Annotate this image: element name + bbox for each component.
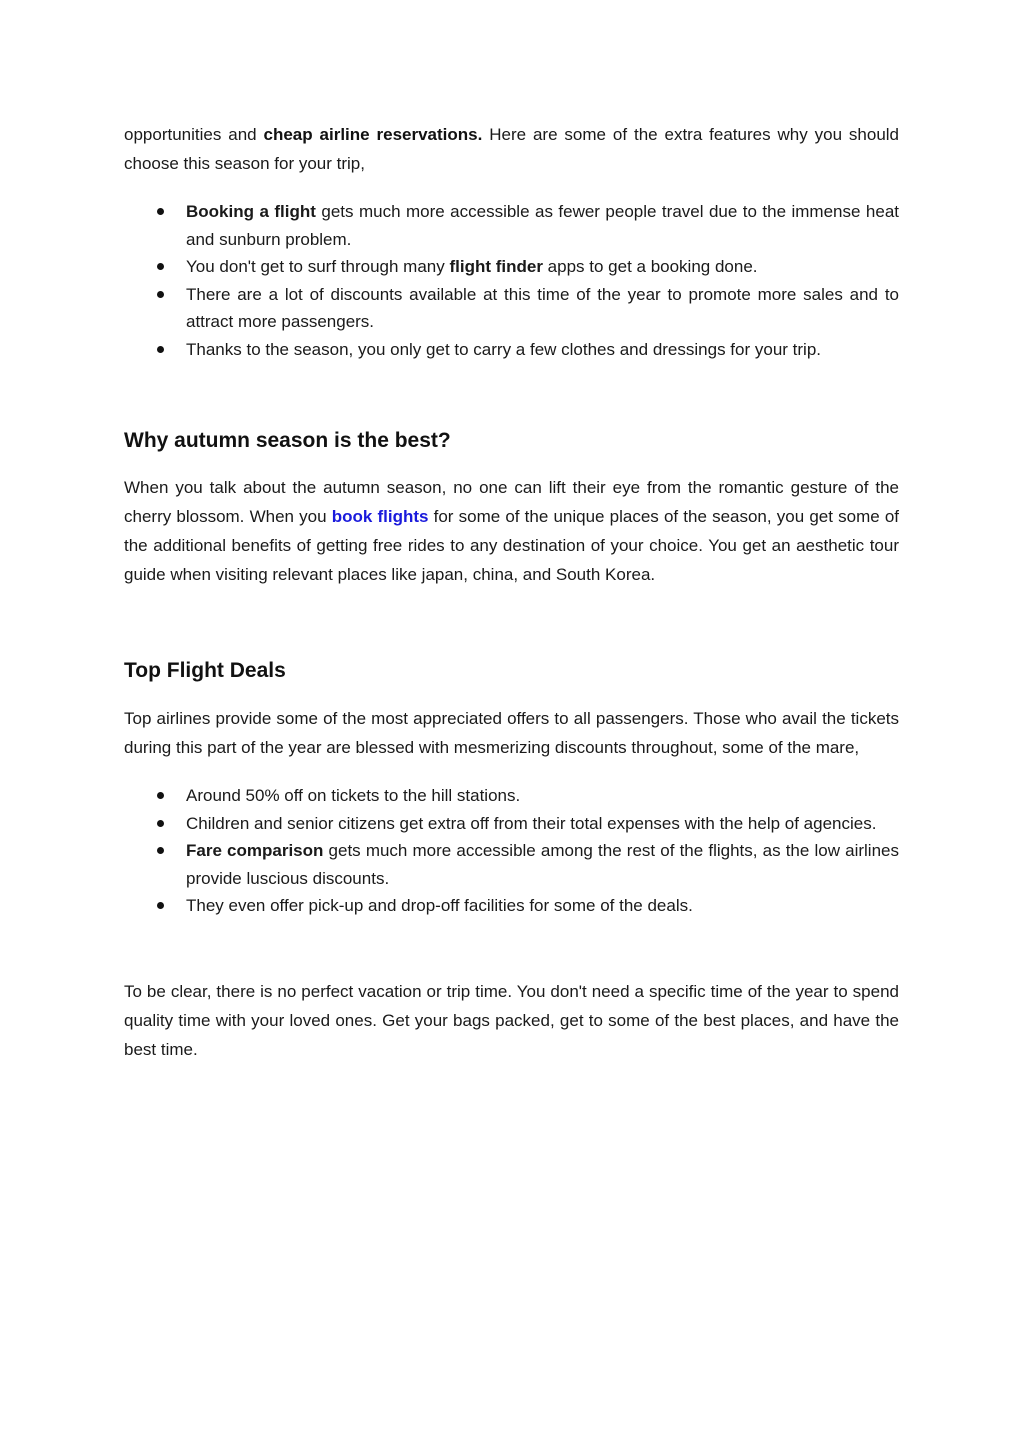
conclusion-paragraph: To be clear, there is no perfect vacation or trip time. You don't need a specific time of the year to spend quality time with your loved ones. Get your bags packed, get to some of the best places, and have the best time. — [124, 981, 899, 1059]
list-item: Thanks to the season, you only get to carry a few clothes and dressings for your trip. — [124, 336, 899, 364]
bullet-icon — [157, 792, 164, 799]
autumn-paragraph: When you talk about the autumn season, no one can lift their eye from the romantic gesture of the cherry blossom. When you book flights for some of the unique places of the season, you get some of the additional benefits of getting free rides to any destination of your choice. You get an aesthetic tour guide when visiting relevant places like japan, china, and South Korea. — [124, 478, 900, 584]
deals-intro-paragraph: Top airlines provide some of the most appreciated offers to all passengers. Those who avail the tickets during this part of the year are blessed with mesmerizing discounts throughout, some of the mare, — [124, 709, 899, 757]
cheap-airline-reservations-term: cheap airline reservations. — [263, 125, 483, 144]
bullet-icon — [157, 208, 164, 215]
bullet-icon — [157, 902, 164, 909]
top-flight-deals-heading: Top Flight Deals — [124, 659, 286, 682]
document-page — [124, 120, 899, 1064]
deals-list — [124, 782, 899, 920]
bullet-icon — [157, 820, 164, 827]
list-item: You don't get to surf through many flight finder apps to get a booking done. — [124, 253, 899, 281]
list-item: Around 50% off on tickets to the hill stations. — [124, 782, 899, 810]
bullet-icon — [157, 847, 164, 854]
list-item: Fare comparison gets much more accessible among the rest of the flights, as the low airlines provide luscious discounts. — [124, 837, 899, 892]
list-item: Booking a flight gets much more accessible as fewer people travel due to the immense heat and sunburn problem. — [124, 198, 899, 253]
autumn-heading: Why autumn season is the best? — [124, 429, 451, 452]
bullet-icon — [157, 263, 164, 270]
intro-paragraph: opportunities and cheap airline reservations. Here are some of the extra features why you should choose this season for your trip, — [124, 125, 900, 173]
bullet-icon — [157, 346, 164, 353]
list-item: There are a lot of discounts available at this time of the year to promote more sales and to attract more passengers. — [124, 281, 899, 336]
book-flights-link[interactable]: book flights — [331, 507, 429, 526]
bullet-icon — [157, 291, 164, 298]
list-item: Children and senior citizens get extra off from their total expenses with the help of agencies. — [124, 810, 899, 838]
list-item: They even offer pick-up and drop-off facilities for some of the deals. — [124, 892, 899, 920]
summer-features-list — [124, 198, 899, 363]
